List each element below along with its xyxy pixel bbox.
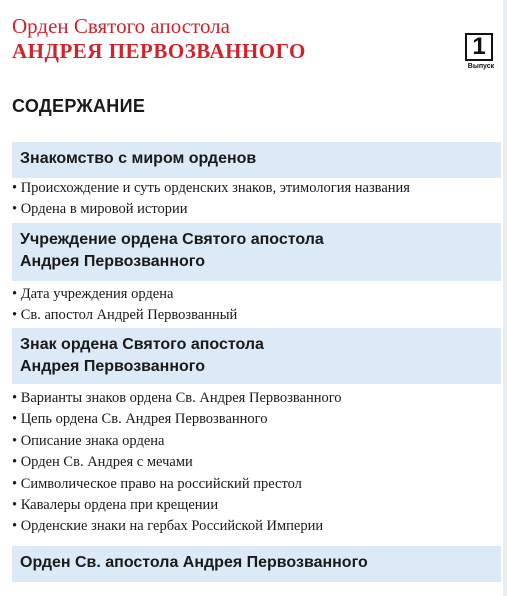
list-item: • Орден Св. Андрея с мечами <box>12 452 501 473</box>
issue-badge <box>461 33 501 79</box>
list-item: • Орденские знаки на гербах Российской Империи <box>12 516 501 537</box>
list-item: • Кавалеры ордена при крещении <box>12 495 501 516</box>
section-items-3 <box>12 388 501 538</box>
section-heading-3 <box>12 328 501 384</box>
section-heading-2 <box>12 223 501 281</box>
list-item: • Цепь ордена Св. Андрея Первозванного <box>12 409 501 430</box>
list-item: • Варианты знаков ордена Св. Андрея Первозванного <box>12 388 501 409</box>
section-heading-line: Знак ордена Святого апостола <box>20 336 264 353</box>
section-heading-line: Знакомство с миром орденов <box>20 150 257 167</box>
section-heading-line: Андрея Первозванного <box>20 358 205 375</box>
issue-label: Выпуск <box>467 63 495 70</box>
list-item: • Происхождение и суть орденских знаков, этимология названия <box>12 178 501 199</box>
page-header <box>0 0 507 82</box>
section-items-1 <box>12 178 501 221</box>
toc-title: СОДЕРЖАНИЕ <box>12 96 146 116</box>
list-item: • Св. апостол Андрей Первозванный <box>12 305 501 326</box>
section-heading-line: Учреждение ордена Святого апостола <box>20 231 324 248</box>
title-line-1: Орден Святого апостола <box>12 14 230 38</box>
issue-number: 1 <box>465 33 493 61</box>
list-item: • Символическое право на российский престол <box>12 474 501 495</box>
section-heading-line: Орден Св. апостола Андрея Первозванного <box>20 554 368 571</box>
section-heading-4 <box>12 546 501 582</box>
section-heading-1 <box>12 142 501 178</box>
section-items-2 <box>12 284 501 327</box>
section-heading-line: Андрея Первозванного <box>20 253 205 270</box>
list-item: • Дата учреждения ордена <box>12 284 501 305</box>
list-item: • Ордена в мировой истории <box>12 199 501 220</box>
title-line-2: АНДРЕЯ ПЕРВОЗВАННОГО <box>12 39 306 63</box>
page-edge <box>503 0 507 596</box>
list-item: • Описание знака ордена <box>12 431 501 452</box>
